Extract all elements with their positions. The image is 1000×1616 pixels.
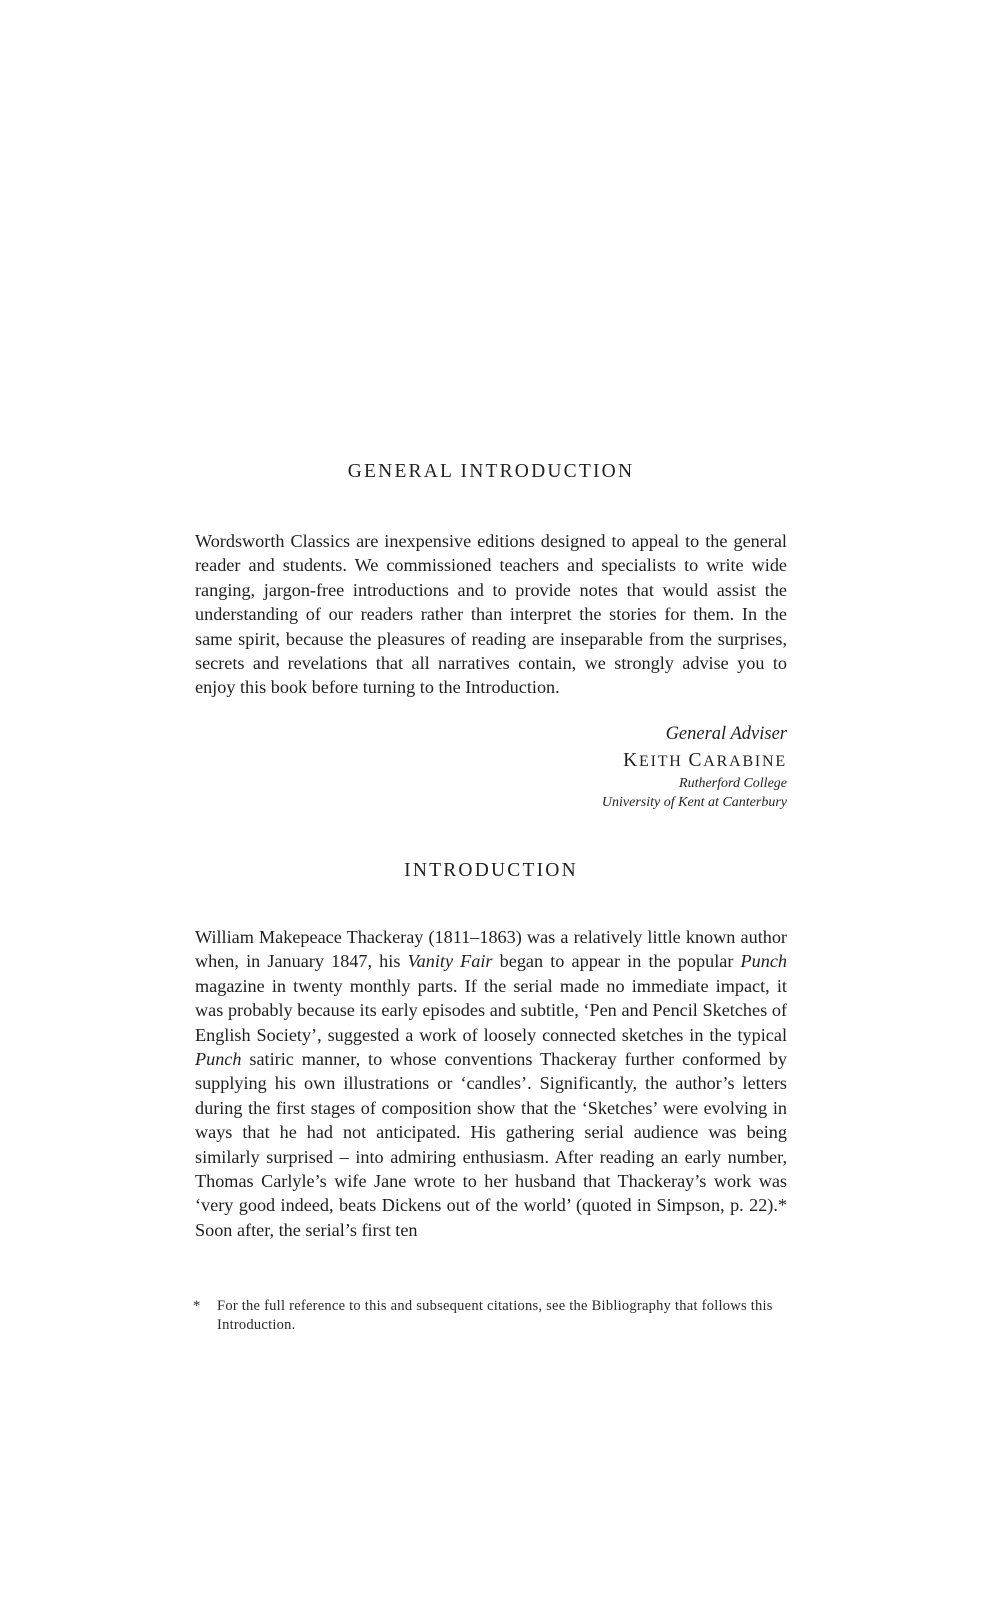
signature-first-rest: EITH [639,753,683,770]
signature-university: University of Kent at Canterbury [601,795,787,810]
introduction-paragraph [195,925,787,1242]
footnote-text: For the full reference to this and subsequent citations, see the Bibliography that follows this Introduction. [217,1298,773,1333]
title-punch-2: Punch [195,1049,242,1070]
signature-college: Rutherford College [679,776,787,791]
signature-name [623,750,787,772]
intro-text-1: William Makepeace Thackeray (1811–1863) was a relatively little known author when, in January 1847, his [195,927,787,972]
footnote [193,1297,787,1335]
signature-last-initial: C [688,750,704,771]
intro-text-4: satiric manner, to whose conventions Thackeray further conformed by supplying his own illustrations or ‘candles’. Significantly, the author’s letters during the first stages of composition show that the ‘Sketches’ were evolving in ways that he had not anticipated. His gathering serial audience was being similarly surprised – into admiring enthusiasm. After reading an early number, Thomas Carlyle’s wife Jane wrote to her husband that Thackeray’s work was ‘very good indeed, beats Dickens out of the world’ (quoted in Simpson, p. 22).* Soon after, the serial’s first ten [195,1049,787,1240]
signature-first-initial: K [623,750,640,771]
signature-last-rest: ARABINE [703,753,787,770]
general-introduction-paragraph: Wordsworth Classics are inexpensive editions designed to appeal to the general reader and students. We commissioned teachers and specialists to write wide ranging, jargon-free introductions and to provide notes that would assist the understanding of our readers rather than interpret the stories for them. In the same spirit, because the pleasures of reading are inseparable from the surprises, secrets and revelations that all narratives contain, we strongly advise you to enjoy this book before turning to the Introduction. [195,531,787,698]
intro-text-2: began to appear in the popular [492,951,741,972]
signature-role: General Adviser [665,724,787,744]
intro-text-3: magazine in twenty monthly parts. If the serial made no immediate impact, it was probably because its early episodes and subtitle, ‘Pen and Pencil Sketches of English Society’, suggested a work of loosely connected sketches in the typical [195,975,787,1045]
general-introduction-heading: GENERAL INTRODUCTION [347,461,635,482]
title-vanity-fair: Vanity Fair [407,951,493,972]
introduction-heading: INTRODUCTION [404,860,578,881]
title-punch-1: Punch [740,951,788,972]
footnote-mark: * [193,1298,201,1314]
